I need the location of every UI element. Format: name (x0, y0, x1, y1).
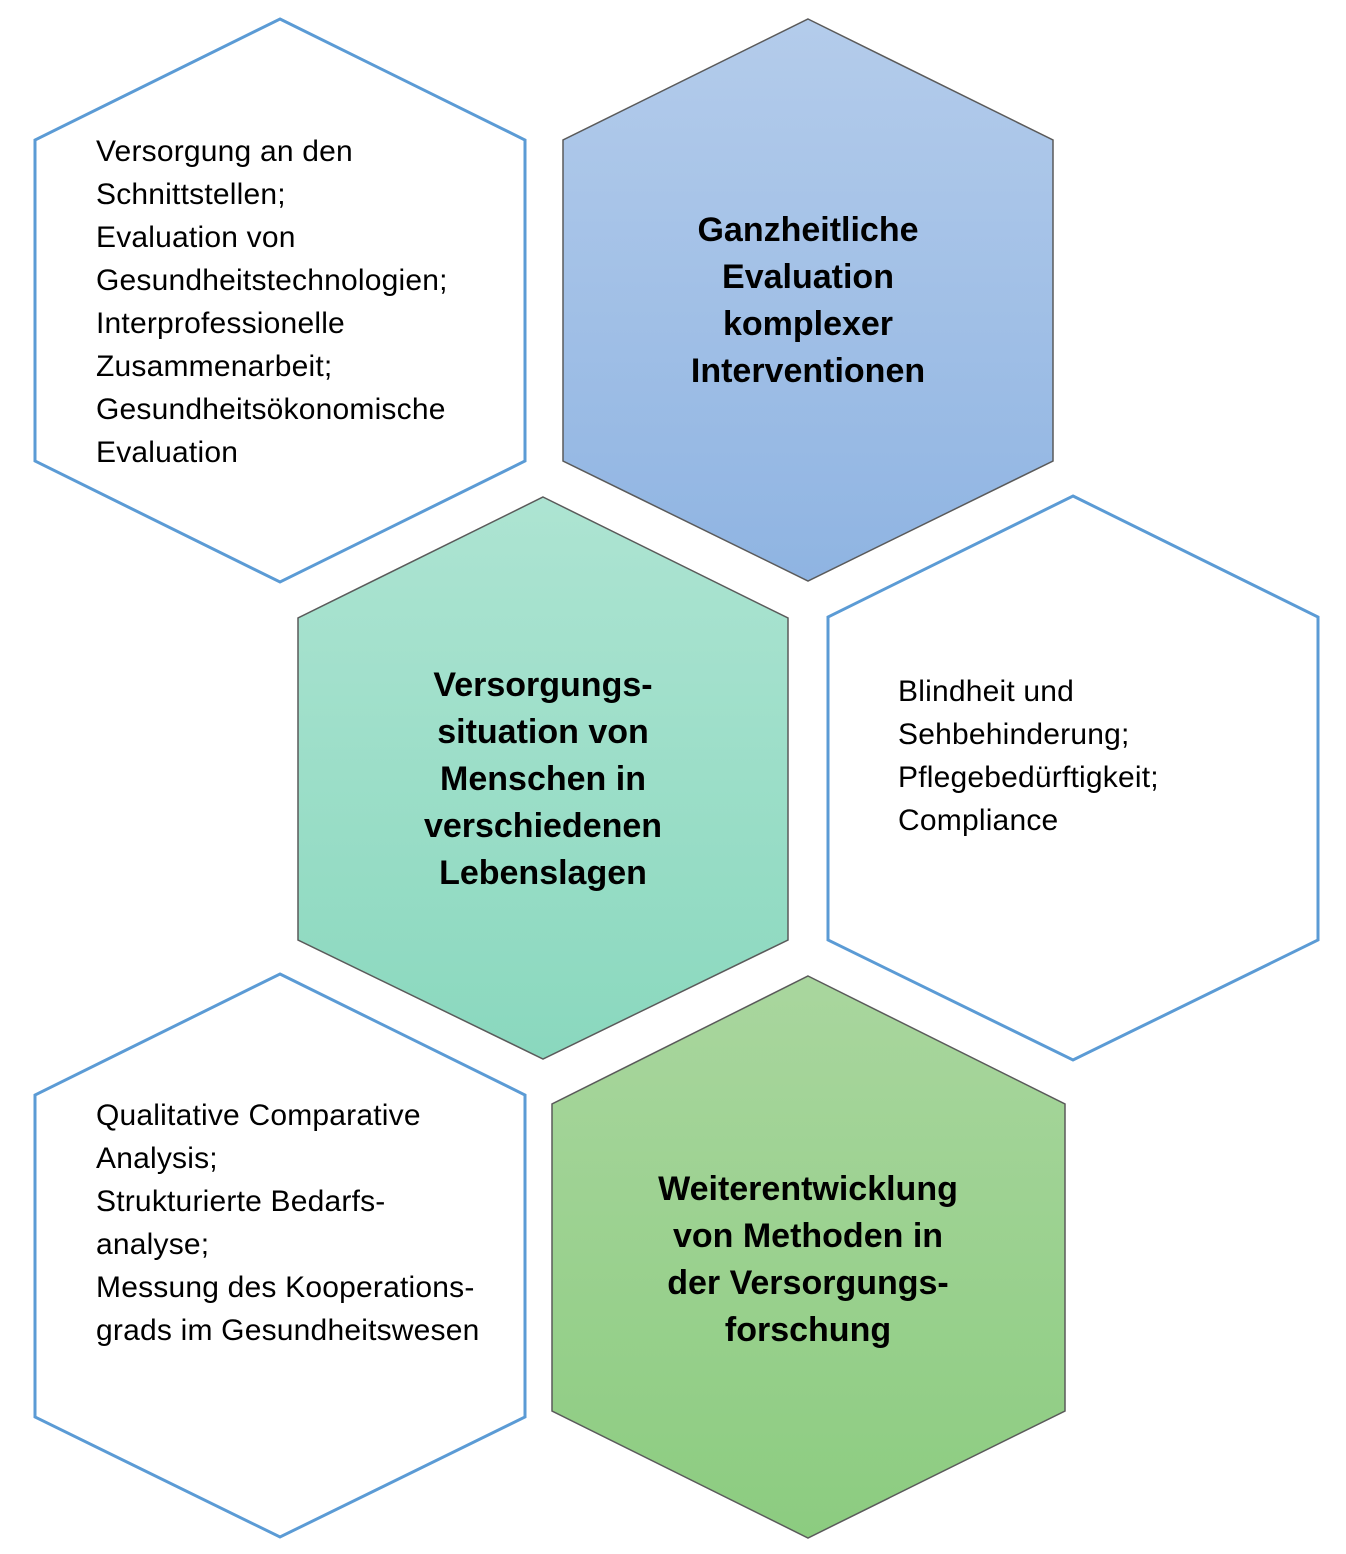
label-line: Evaluation (96, 436, 239, 469)
label-schnittstellen (96, 130, 448, 474)
label-blindheit (898, 670, 1159, 842)
label-line: Versorgungs- (433, 666, 653, 704)
label-line: komplexer (722, 305, 894, 343)
label-line: von Methoden in (672, 1217, 944, 1255)
label-line: Gesundheitsökonomische (96, 393, 446, 426)
label-line: Gesundheitstechnologien; (96, 264, 448, 297)
label-line: forschung (724, 1311, 892, 1349)
label-line: situation von (437, 713, 649, 751)
label-line: Versorgung an den (96, 135, 353, 168)
label-line: Qualitative Comparative (96, 1099, 421, 1132)
label-line: Messung des Kooperations- (96, 1271, 475, 1304)
label-line: Interventionen (690, 352, 926, 390)
label-line: Sehbehinderung; (898, 718, 1130, 751)
label-line: Zusammenarbeit; (96, 350, 333, 383)
label-line: Blindheit und (898, 675, 1075, 708)
label-line: grads im Gesundheitswesen (96, 1314, 480, 1347)
label-line: Ganzheitliche (697, 211, 919, 249)
label-line: Menschen in (440, 760, 646, 798)
label-line: Analysis; (96, 1142, 218, 1175)
label-line: Strukturierte Bedarfs- (96, 1185, 386, 1218)
label-ganzheitliche-evaluation (608, 207, 1008, 395)
label-line: Evaluation (722, 258, 894, 296)
label-line: Pflegebedürftigkeit; (898, 761, 1159, 794)
label-line: analyse; (96, 1228, 210, 1261)
label-line: Weiterentwicklung (658, 1170, 958, 1208)
label-weiterentwicklung (608, 1166, 1008, 1354)
label-versorgungssituation (343, 662, 743, 897)
label-line: verschiedenen (423, 807, 663, 845)
label-line: der Versorgungs- (667, 1264, 949, 1302)
label-line: Schnittstellen; (96, 178, 286, 211)
label-line: Lebenslagen (439, 854, 647, 892)
label-line: Interprofessionelle (96, 307, 345, 340)
label-line: Compliance (898, 804, 1059, 837)
label-methoden-liste (96, 1094, 480, 1352)
label-line: Evaluation von (96, 221, 296, 254)
